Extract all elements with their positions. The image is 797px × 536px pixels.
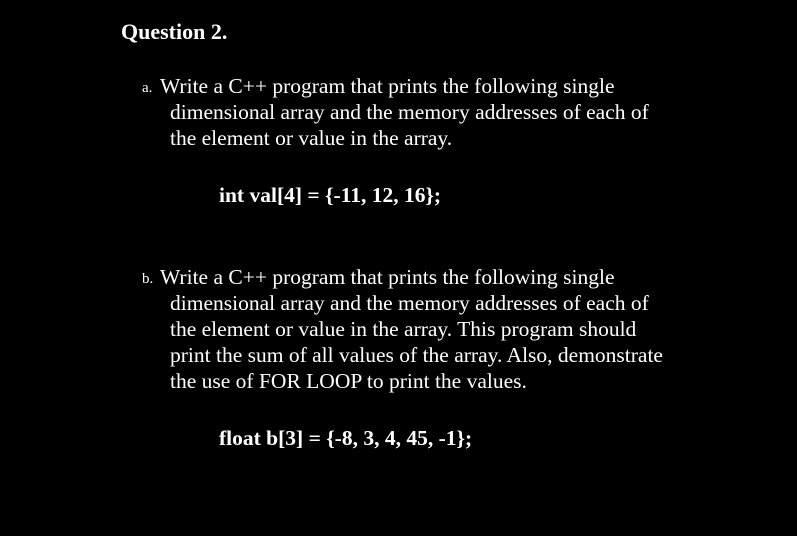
question-title: Question 2. [121, 19, 228, 44]
part-b-line-1: Write a C++ program that prints the following single [160, 265, 615, 289]
part-a-line-3: the element or value in the array. [170, 126, 453, 150]
part-b-code: float b[3] = {-8, 3, 4, 45, -1}; [219, 426, 473, 450]
part-b-line-5: the use of FOR LOOP to print the values. [170, 369, 527, 393]
part-a-line-2: dimensional array and the memory addresses of each of [170, 100, 649, 124]
part-a-text [160, 73, 720, 151]
part-b-line-2: dimensional array and the memory addresses of each of [170, 291, 649, 315]
part-b-line-4: print the sum of all values of the array. Also, demonstrate [170, 343, 663, 367]
part-b-text [160, 264, 720, 394]
part-a-line-1: Write a C++ program that prints the following single [160, 74, 615, 98]
part-a-marker: a. [142, 80, 153, 96]
part-a-code: int val[4] = {-11, 12, 16}; [219, 183, 442, 207]
part-b-marker: b. [142, 271, 154, 287]
part-b-line-3: the element or value in the array. This program should [170, 317, 637, 341]
